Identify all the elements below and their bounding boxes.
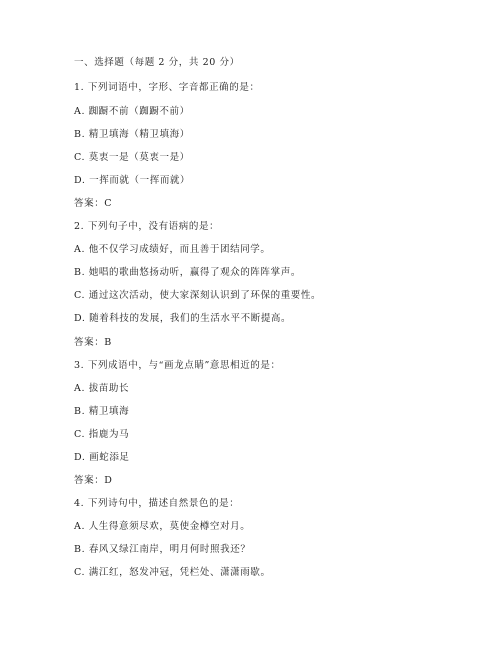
question-1-option-d: D. 一挥而就（一挥而就） <box>74 175 191 186</box>
question-2-option-c: C. 通过这次活动，使大家深刻认识到了环保的重要性。 <box>74 290 322 301</box>
question-3-option-d: D. 画蛇添足 <box>74 452 130 463</box>
question-3-answer: 答案：D <box>74 475 113 486</box>
question-3-option-a: A. 拔苗助长 <box>74 383 130 394</box>
question-3-stem: 3. 下列成语中，与“画龙点睛”意思相近的是： <box>74 360 281 371</box>
question-1-answer: 答案：C <box>74 198 113 209</box>
question-4-option-c: C. 满江红，怒发冲冠，凭栏处、潇潇雨歇。 <box>74 567 271 578</box>
question-3-option-c: C. 指鹿为马 <box>74 429 130 440</box>
question-1-option-c: C. 莫衷一是（莫衷一是） <box>74 152 190 163</box>
question-4-option-b: B. 春风又绿江南岸，明月何时照我还？ <box>74 544 251 555</box>
section-header: 一、选择题（每题 2 分，共 20 分） <box>74 57 240 68</box>
question-2-option-a: A. 他不仅学习成绩好，而且善于团结同学。 <box>74 244 271 255</box>
question-2-stem: 2. 下列句子中，没有语病的是： <box>74 221 220 232</box>
question-3-option-b: B. 精卫填海 <box>74 406 130 417</box>
question-4-option-a: A. 人生得意须尽欢，莫使金樽空对月。 <box>74 521 251 532</box>
question-4-stem: 4. 下列诗句中，描述自然景色的是： <box>74 498 240 509</box>
question-2-option-b: B. 她唱的歌曲悠扬动听，赢得了观众的阵阵掌声。 <box>74 267 301 278</box>
question-1-option-a: A. 踟蹰不前（踟蹰不前） <box>74 106 190 117</box>
question-2-answer: 答案：B <box>74 337 112 348</box>
question-1-option-b: B. 精卫填海（精卫填海） <box>74 129 190 140</box>
question-1-stem: 1. 下列词语中，字形、字音都正确的是： <box>74 82 260 93</box>
question-2-option-d: D. 随着科技的发展，我们的生活水平不断提高。 <box>74 313 292 324</box>
